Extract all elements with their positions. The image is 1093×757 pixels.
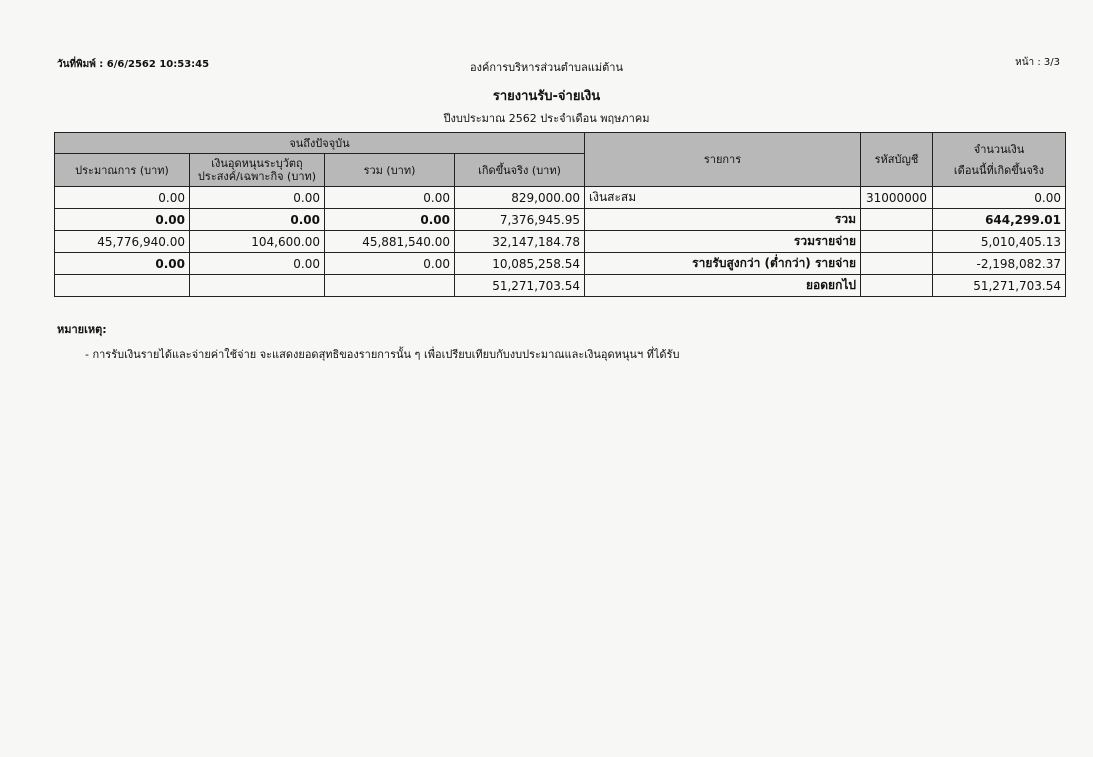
cell-account-code: 31000000 — [861, 187, 933, 209]
report-title: รายงานรับ-จ่ายเงิน — [492, 89, 601, 104]
cell-account-code — [861, 275, 933, 297]
cell-budget — [55, 275, 190, 297]
cell-actual: 51,271,703.54 — [455, 275, 585, 297]
cell-budget: 0.00 — [55, 187, 190, 209]
cell-amount: 0.00 — [933, 187, 1066, 209]
col-header-item: รายการ — [585, 133, 861, 187]
col-header-amount-title: จำนวนเงิน — [973, 142, 1025, 156]
cell-actual: 7,376,945.95 — [455, 209, 585, 231]
notes-line: - การรับเงินรายได้และจ่ายค่าใช้จ่าย จะแสดงยอดสุทธิของรายการนั้น ๆ เพื่อเปรียบเทียบกับงบประมาณและเงินอุดหนุนฯ ที่ได้รับ — [85, 348, 680, 361]
cell-subsidy — [190, 275, 325, 297]
col-header-subsidy: เงินอุดหนุนระบุวัตถุ ประสงค์/เฉพาะกิจ (บาท) — [190, 154, 325, 187]
cell-amount: 51,271,703.54 — [933, 275, 1066, 297]
cell-amount: -2,198,082.37 — [933, 253, 1066, 275]
page-number: หน้า : 3/3 — [1015, 57, 1060, 68]
cell-total: 0.00 — [325, 253, 455, 275]
cell-subsidy: 0.00 — [190, 253, 325, 275]
organization-name: องค์การบริหารส่วนตำบลแม่ต้าน — [470, 61, 623, 74]
col-header-amount-sub: เดือนนี้ที่เกิดขึ้นจริง — [953, 163, 1045, 177]
cell-actual: 829,000.00 — [455, 187, 585, 209]
cell-item: ยอดยกไป — [585, 275, 861, 297]
col-header-budget: ประมาณการ (บาท) — [55, 154, 190, 187]
table-row — [55, 275, 1066, 297]
cell-total: 45,881,540.00 — [325, 231, 455, 253]
receipts-payments-table — [54, 132, 1066, 297]
table-row — [55, 231, 1066, 253]
cell-actual: 10,085,258.54 — [455, 253, 585, 275]
report-subtitle: ปีงบประมาณ 2562 ประจำเดือน พฤษภาคม — [443, 112, 650, 125]
cell-account-code — [861, 209, 933, 231]
col-header-actual: เกิดขึ้นจริง (บาท) — [455, 154, 585, 187]
cell-total: 0.00 — [325, 187, 455, 209]
cell-item: รายรับสูงกว่า (ต่ำกว่า) รายจ่าย — [585, 253, 861, 275]
cell-budget: 45,776,940.00 — [55, 231, 190, 253]
cell-subsidy: 104,600.00 — [190, 231, 325, 253]
notes-heading: หมายเหตุ: — [57, 323, 107, 336]
cell-subsidy: 0.00 — [190, 209, 325, 231]
cell-account-code — [861, 231, 933, 253]
group-header-to-date: จนถึงปัจจุบัน — [55, 133, 585, 154]
table-row — [55, 253, 1066, 275]
cell-total: 0.00 — [325, 209, 455, 231]
cell-total — [325, 275, 455, 297]
cell-item: รวม — [585, 209, 861, 231]
cell-amount: 644,299.01 — [933, 209, 1066, 231]
col-header-total: รวม (บาท) — [325, 154, 455, 187]
col-header-amount — [933, 133, 1066, 187]
cell-item: เงินสะสม — [585, 187, 861, 209]
cell-subsidy: 0.00 — [190, 187, 325, 209]
cell-budget: 0.00 — [55, 253, 190, 275]
cell-actual: 32,147,184.78 — [455, 231, 585, 253]
table-row — [55, 209, 1066, 231]
col-header-account-code: รหัสบัญชี — [861, 133, 933, 187]
cell-item: รวมรายจ่าย — [585, 231, 861, 253]
cell-account-code — [861, 253, 933, 275]
cell-amount: 5,010,405.13 — [933, 231, 1066, 253]
table-row — [55, 187, 1066, 209]
print-date: วันที่พิมพ์ : 6/6/2562 10:53:45 — [57, 59, 210, 70]
cell-budget: 0.00 — [55, 209, 190, 231]
